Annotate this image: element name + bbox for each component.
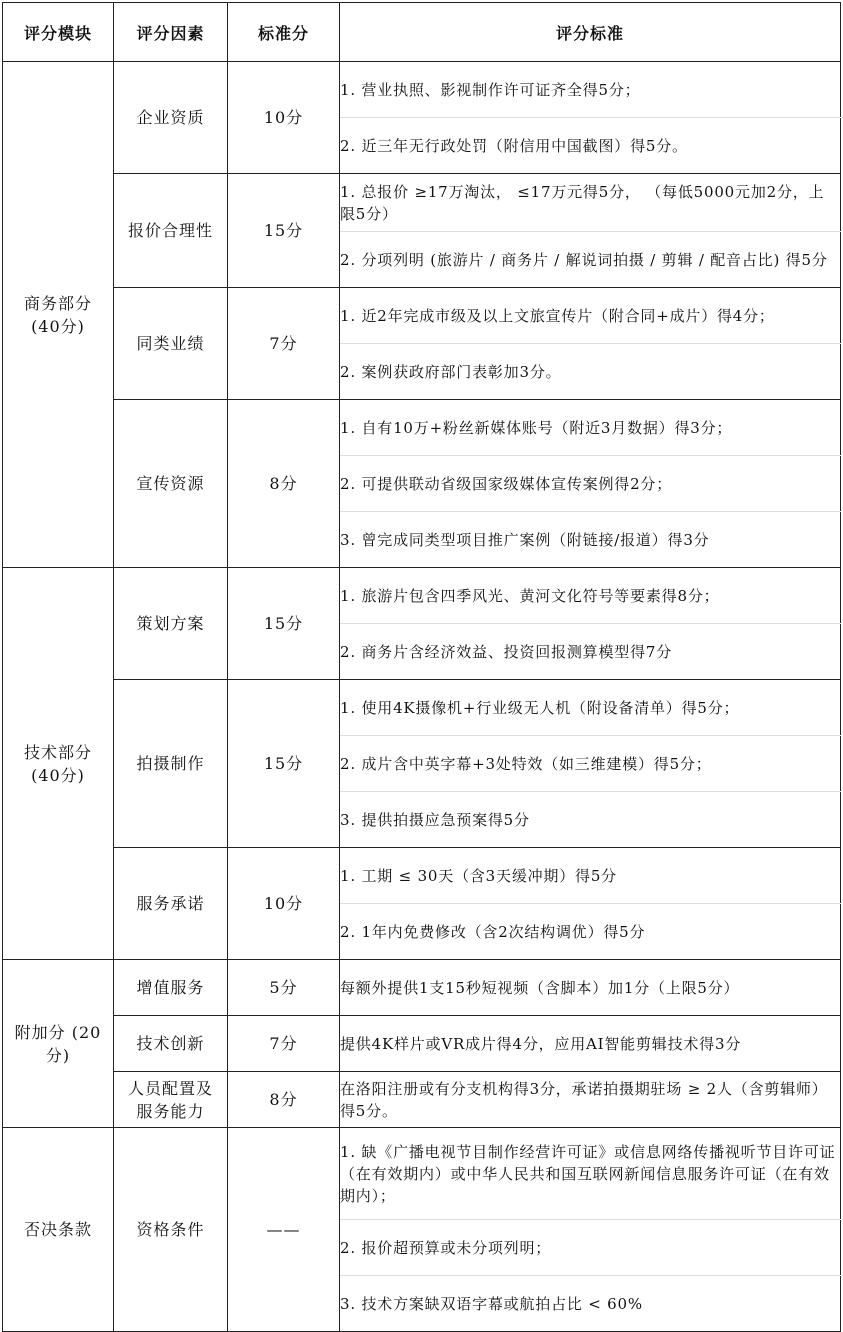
factor-cell: 同类业绩 xyxy=(114,288,228,400)
table-row xyxy=(3,62,841,118)
table-body xyxy=(3,62,841,1332)
table-row xyxy=(3,848,841,904)
header-factor: 评分因素 xyxy=(114,3,228,62)
score-cell: 8分 xyxy=(228,400,340,568)
header-row xyxy=(3,3,841,62)
factor-cell: 技术创新 xyxy=(114,1016,228,1072)
score-cell: 15分 xyxy=(228,568,340,680)
score-cell: 7分 xyxy=(228,288,340,400)
factor-cell: 增值服务 xyxy=(114,960,228,1016)
module-cell: 否决条款 xyxy=(3,1128,114,1332)
score-cell: 8分 xyxy=(228,1072,340,1128)
table-row xyxy=(3,1072,841,1128)
factor-cell: 企业资质 xyxy=(114,62,228,174)
table-row xyxy=(3,1128,841,1220)
criteria-cell: 2. 1年内免费修改（含2次结构调优）得5分 xyxy=(340,904,841,960)
criteria-cell: 2. 可提供联动省级国家级媒体宣传案例得2分； xyxy=(340,456,841,512)
criteria-cell: 2. 商务片含经济效益、投资回报测算模型得7分 xyxy=(340,624,841,680)
criteria-cell: 1. 缺《广播电视节目制作经营许可证》或信息网络传播视听节目许可证（在有效期内）或中华人民共和国互联网新闻信息服务许可证（在有效期内）； xyxy=(340,1128,841,1220)
header-module: 评分模块 xyxy=(3,3,114,62)
module-cell: 商务部分 (40分) xyxy=(3,62,114,568)
table-row xyxy=(3,568,841,624)
header-score: 标准分 xyxy=(228,3,340,62)
factor-cell: 策划方案 xyxy=(114,568,228,680)
criteria-cell: 3. 曾完成同类型项目推广案例（附链接/报道）得3分 xyxy=(340,512,841,568)
criteria-cell: 1. 旅游片包含四季风光、黄河文化符号等要素得8分； xyxy=(340,568,841,624)
criteria-cell: 2. 近三年无行政处罚（附信用中国截图）得5分。 xyxy=(340,118,841,174)
score-cell: —— xyxy=(228,1128,340,1332)
criteria-cell: 每额外提供1支15秒短视频（含脚本）加1分（上限5分） xyxy=(340,960,841,1016)
table-row xyxy=(3,960,841,1016)
factor-cell: 拍摄制作 xyxy=(114,680,228,848)
factor-cell: 报价合理性 xyxy=(114,174,228,288)
factor-cell: 资格条件 xyxy=(114,1128,228,1332)
scoring-table xyxy=(2,2,841,1332)
criteria-cell: 1. 近2年完成市级及以上文旅宣传片（附合同+成片）得4分； xyxy=(340,288,841,344)
factor-cell: 宣传资源 xyxy=(114,400,228,568)
criteria-cell: 3. 技术方案缺双语字幕或航拍占比 < 60% xyxy=(340,1276,841,1332)
criteria-cell: 3. 提供拍摄应急预案得5分 xyxy=(340,792,841,848)
criteria-cell: 1. 总报价 ≥17万淘汰， ≤17万元得5分， （每低5000元加2分，上限5分） xyxy=(340,174,841,232)
table-row xyxy=(3,1016,841,1072)
score-cell: 5分 xyxy=(228,960,340,1016)
criteria-cell: 2. 案例获政府部门表彰加3分。 xyxy=(340,344,841,400)
criteria-cell: 1. 自有10万+粉丝新媒体账号（附近3月数据）得3分； xyxy=(340,400,841,456)
criteria-cell: 1. 工期 ≤ 30天（含3天缓冲期）得5分 xyxy=(340,848,841,904)
score-cell: 7分 xyxy=(228,1016,340,1072)
score-cell: 15分 xyxy=(228,680,340,848)
factor-cell: 人员配置及 服务能力 xyxy=(114,1072,228,1128)
factor-cell: 服务承诺 xyxy=(114,848,228,960)
table-row xyxy=(3,174,841,232)
table-row xyxy=(3,680,841,736)
table-row xyxy=(3,400,841,456)
score-cell: 15分 xyxy=(228,174,340,288)
criteria-cell: 2. 报价超预算或未分项列明； xyxy=(340,1220,841,1276)
criteria-cell: 1. 使用4K摄像机+行业级无人机（附设备清单）得5分； xyxy=(340,680,841,736)
criteria-cell: 在洛阳注册或有分支机构得3分，承诺拍摄期驻场 ≥ 2人（含剪辑师）得5分。 xyxy=(340,1072,841,1128)
module-cell: 附加分 (20 分) xyxy=(3,960,114,1128)
module-cell: 技术部分 (40分) xyxy=(3,568,114,960)
header-criteria: 评分标准 xyxy=(340,3,841,62)
criteria-cell: 提供4K样片或VR成片得4分，应用AI智能剪辑技术得3分 xyxy=(340,1016,841,1072)
score-cell: 10分 xyxy=(228,848,340,960)
score-cell: 10分 xyxy=(228,62,340,174)
table-row xyxy=(3,288,841,344)
criteria-cell: 1. 营业执照、影视制作许可证齐全得5分； xyxy=(340,62,841,118)
criteria-cell: 2. 成片含中英字幕+3处特效（如三维建模）得5分； xyxy=(340,736,841,792)
criteria-cell: 2. 分项列明 (旅游片 / 商务片 / 解说词拍摄 / 剪辑 / 配音占比) 得5分 xyxy=(340,232,841,288)
